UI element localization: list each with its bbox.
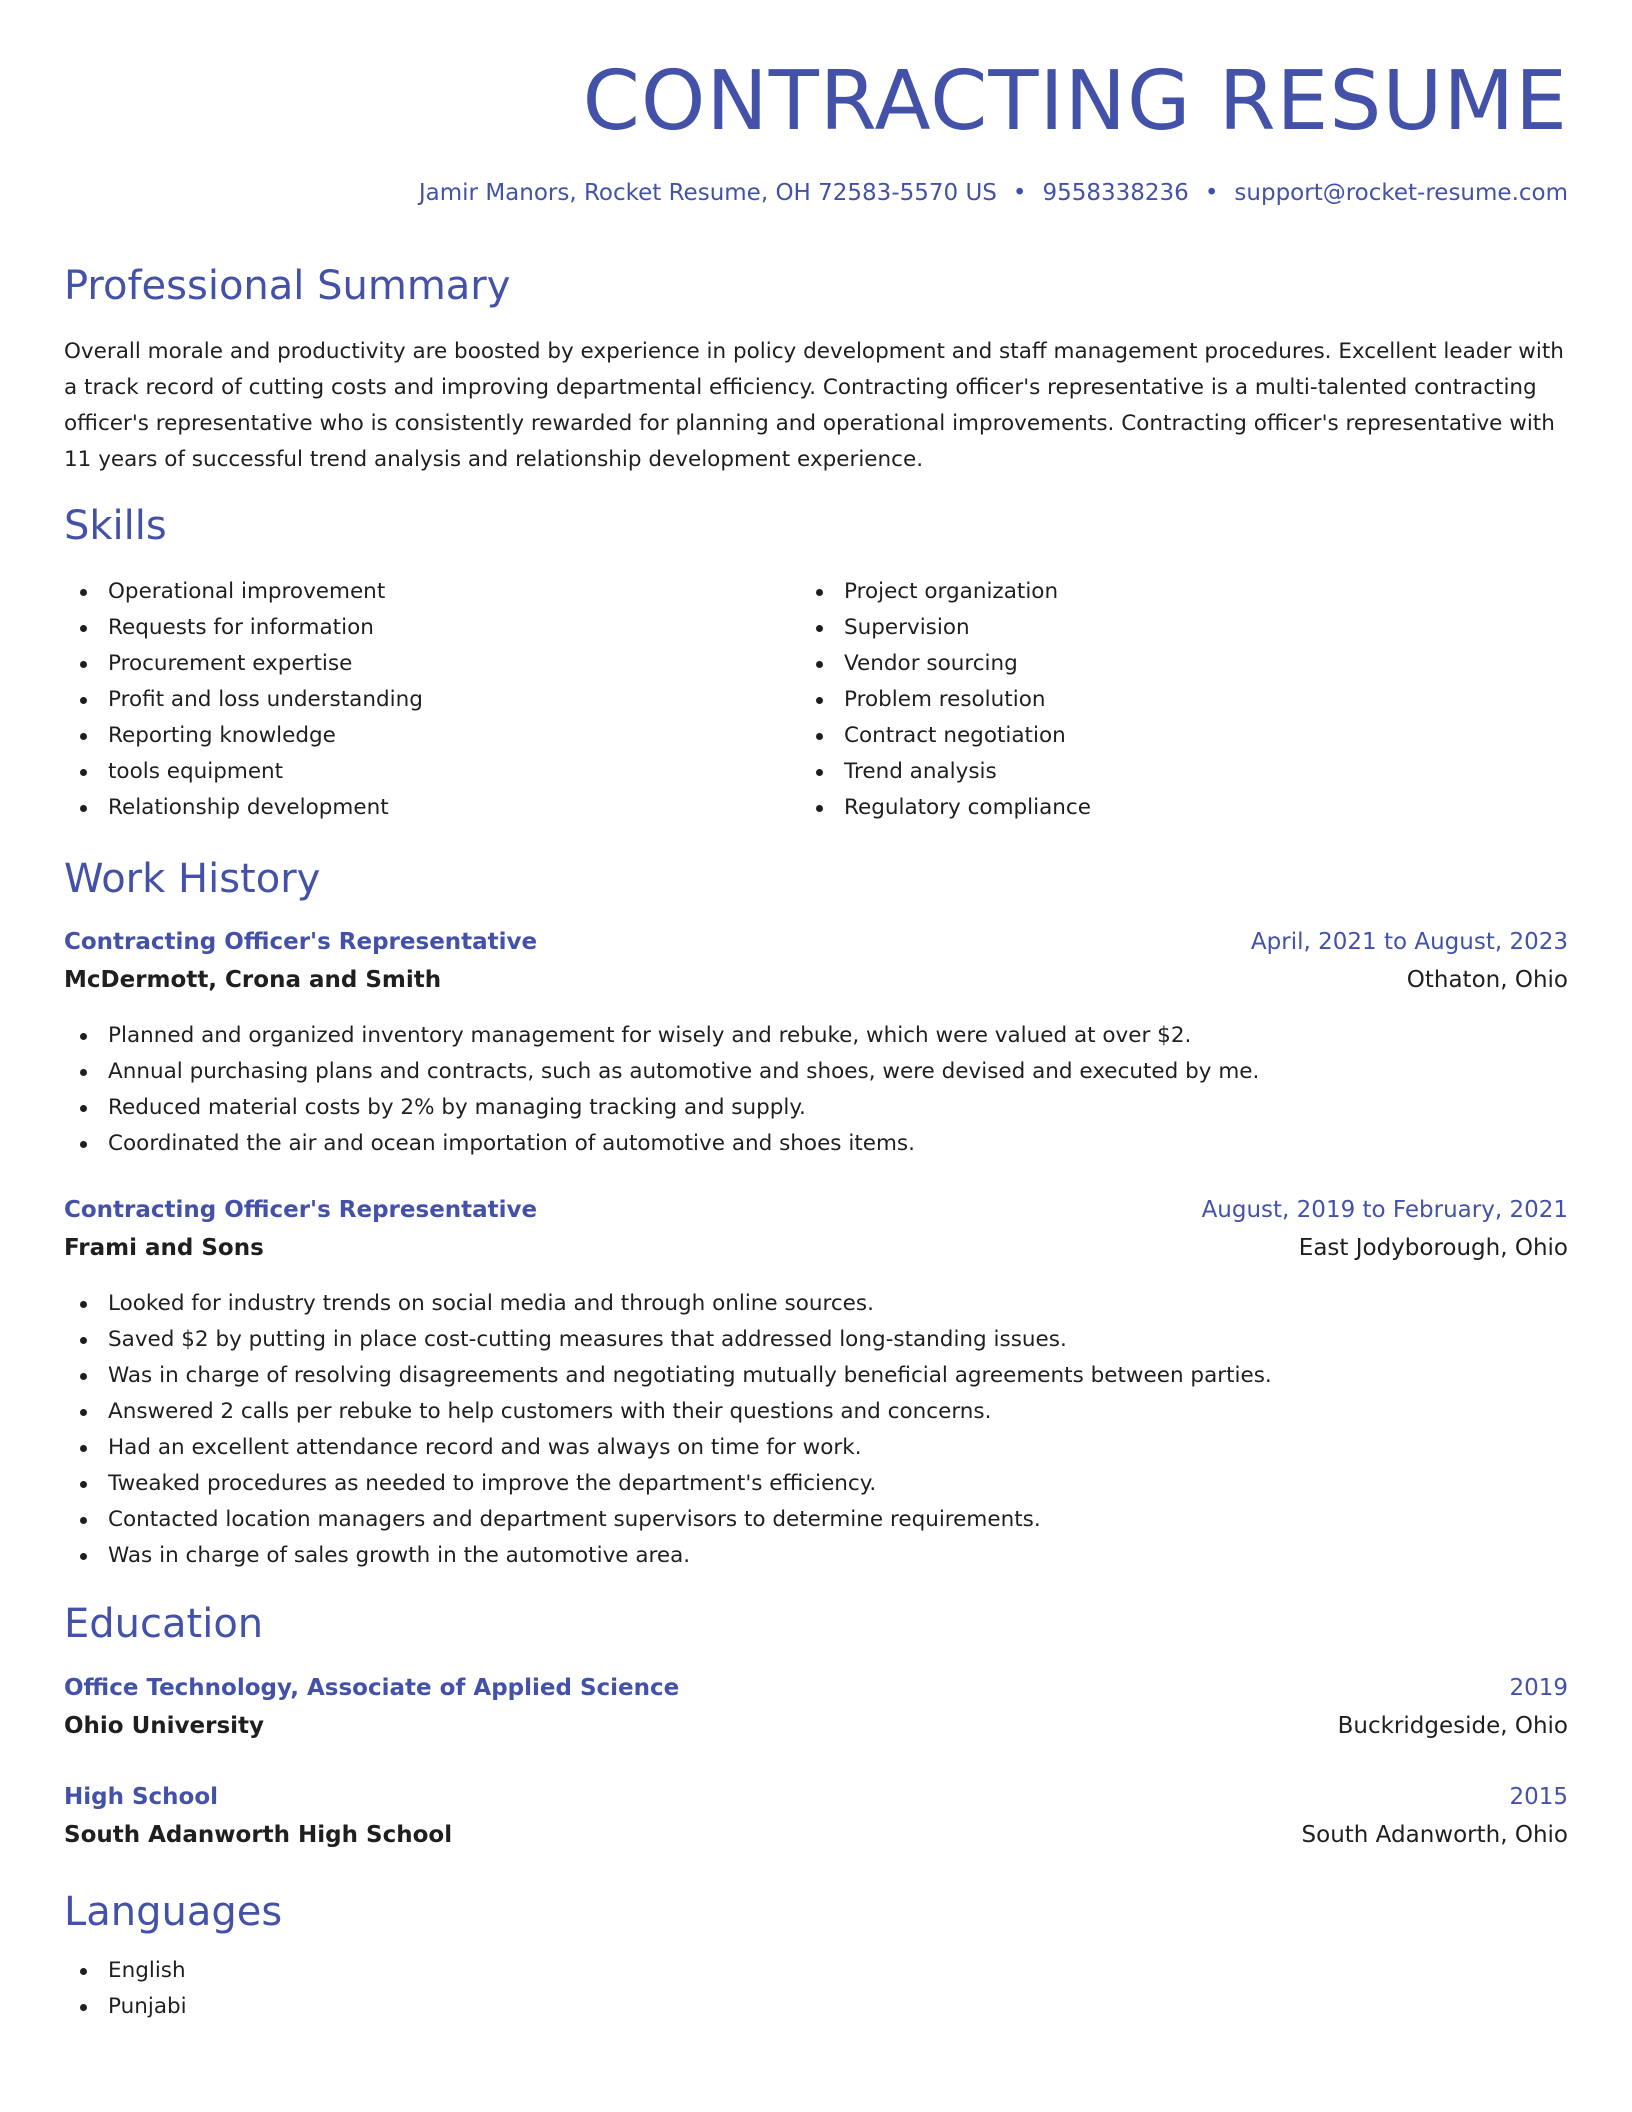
job-bullets [64,1286,1568,1574]
education-school: South Adanworth High School [64,1822,453,1848]
section-heading-summary: Professional Summary [64,263,511,309]
education-school: Ohio University [64,1713,265,1739]
education-location: Buckridgeside, Ohio [1337,1713,1568,1739]
education-degree: High School [64,1784,219,1810]
skill-item: Project organization [800,574,1091,610]
section-heading-work-history: Work History [64,856,321,902]
skill-item: tools equipment [64,754,423,790]
job-location: East Jodyborough, Ohio [1298,1235,1568,1261]
job-company: Frami and Sons [64,1235,264,1261]
job-header [64,923,1568,999]
job-bullet: Had an excellent attendance record and was always on time for work. [64,1430,1568,1466]
job-bullet: Planned and organized inventory management for wisely and rebuke, which were valued at over $2. [64,1018,1568,1054]
skill-item: Vendor sourcing [800,646,1091,682]
job-bullet: Annual purchasing plans and contracts, such as automotive and shoes, were devised and executed by me. [64,1054,1568,1090]
section-heading-languages: Languages [64,1889,283,1935]
job-title: Contracting Officer's Representative [64,1197,538,1223]
job-bullet: Reduced material costs by 2% by managing tracking and supply. [64,1090,1568,1126]
skill-item: Problem resolution [800,682,1091,718]
job-company: McDermott, Crona and Smith [64,967,442,993]
skill-item: Requests for information [64,610,423,646]
job-header [64,1191,1568,1267]
job-bullet: Was in charge of sales growth in the automotive area. [64,1538,1568,1574]
job-bullet: Coordinated the air and ocean importation of automotive and shoes items. [64,1126,1568,1162]
contact-line [419,178,1568,208]
contact-address: Jamir Manors, Rocket Resume, OH 72583-5570 US [418,180,997,206]
contact-separator: • [1204,180,1219,206]
job-title: Contracting Officer's Representative [64,929,538,955]
job-bullet: Was in charge of resolving disagreements and negotiating mutually beneficial agreements between parties. [64,1358,1568,1394]
job-bullet: Saved $2 by putting in place cost-cutting measures that addressed long-standing issues. [64,1322,1568,1358]
job-location: Othaton, Ohio [1406,967,1568,993]
summary-text: Overall morale and productivity are boosted by experience in policy development and staff management procedures. Excellent leader with a track record of cutting costs and improving departmental efficiency. Contracting officer's representative is a multi-talented contracting officer's representative who is consistently rewarded for planning and operational improvements. Contracting officer's representative with 11 years of successful trend analysis and relationship development experience. [64,339,1564,472]
education-entry [64,1669,1568,1745]
language-item: Punjabi [64,1989,1568,2025]
skill-item: Trend analysis [800,754,1091,790]
skill-item: Relationship development [64,790,423,826]
skill-item: Contract negotiation [800,718,1091,754]
resume-title: CONTRACTING RESUME [582,54,1568,149]
skill-item: Profit and loss understanding [64,682,423,718]
section-heading-skills: Skills [64,503,167,549]
education-degree: Office Technology, Associate of Applied Science [64,1675,680,1701]
section-heading-education: Education [64,1601,264,1647]
job-bullet: Answered 2 calls per rebuke to help customers with their questions and concerns. [64,1394,1568,1430]
contact-email[interactable]: support@rocket-resume.com [1234,180,1568,206]
skills-list-right [800,574,1091,826]
skills-list-left [64,574,423,826]
contact-separator: • [1012,180,1027,206]
contact-phone: 9558338236 [1042,180,1189,206]
job-dates: April, 2021 to August, 2023 [1250,929,1568,955]
education-entry [64,1778,1568,1854]
job-bullet: Tweaked procedures as needed to improve the department's efficiency. [64,1466,1568,1502]
job-dates: August, 2019 to February, 2021 [1201,1197,1568,1223]
skill-item: Regulatory compliance [800,790,1091,826]
job-bullet: Contacted location managers and department supervisors to determine requirements. [64,1502,1568,1538]
job-bullet: Looked for industry trends on social media and through online sources. [64,1286,1568,1322]
skill-item: Operational improvement [64,574,423,610]
skill-item: Supervision [800,610,1091,646]
education-year: 2019 [1509,1675,1568,1701]
skill-item: Procurement expertise [64,646,423,682]
languages-list [64,1953,1568,2025]
skill-item: Reporting knowledge [64,718,423,754]
language-item: English [64,1953,1568,1989]
education-year: 2015 [1509,1784,1568,1810]
education-location: South Adanworth, Ohio [1301,1822,1568,1848]
job-bullets [64,1018,1568,1162]
